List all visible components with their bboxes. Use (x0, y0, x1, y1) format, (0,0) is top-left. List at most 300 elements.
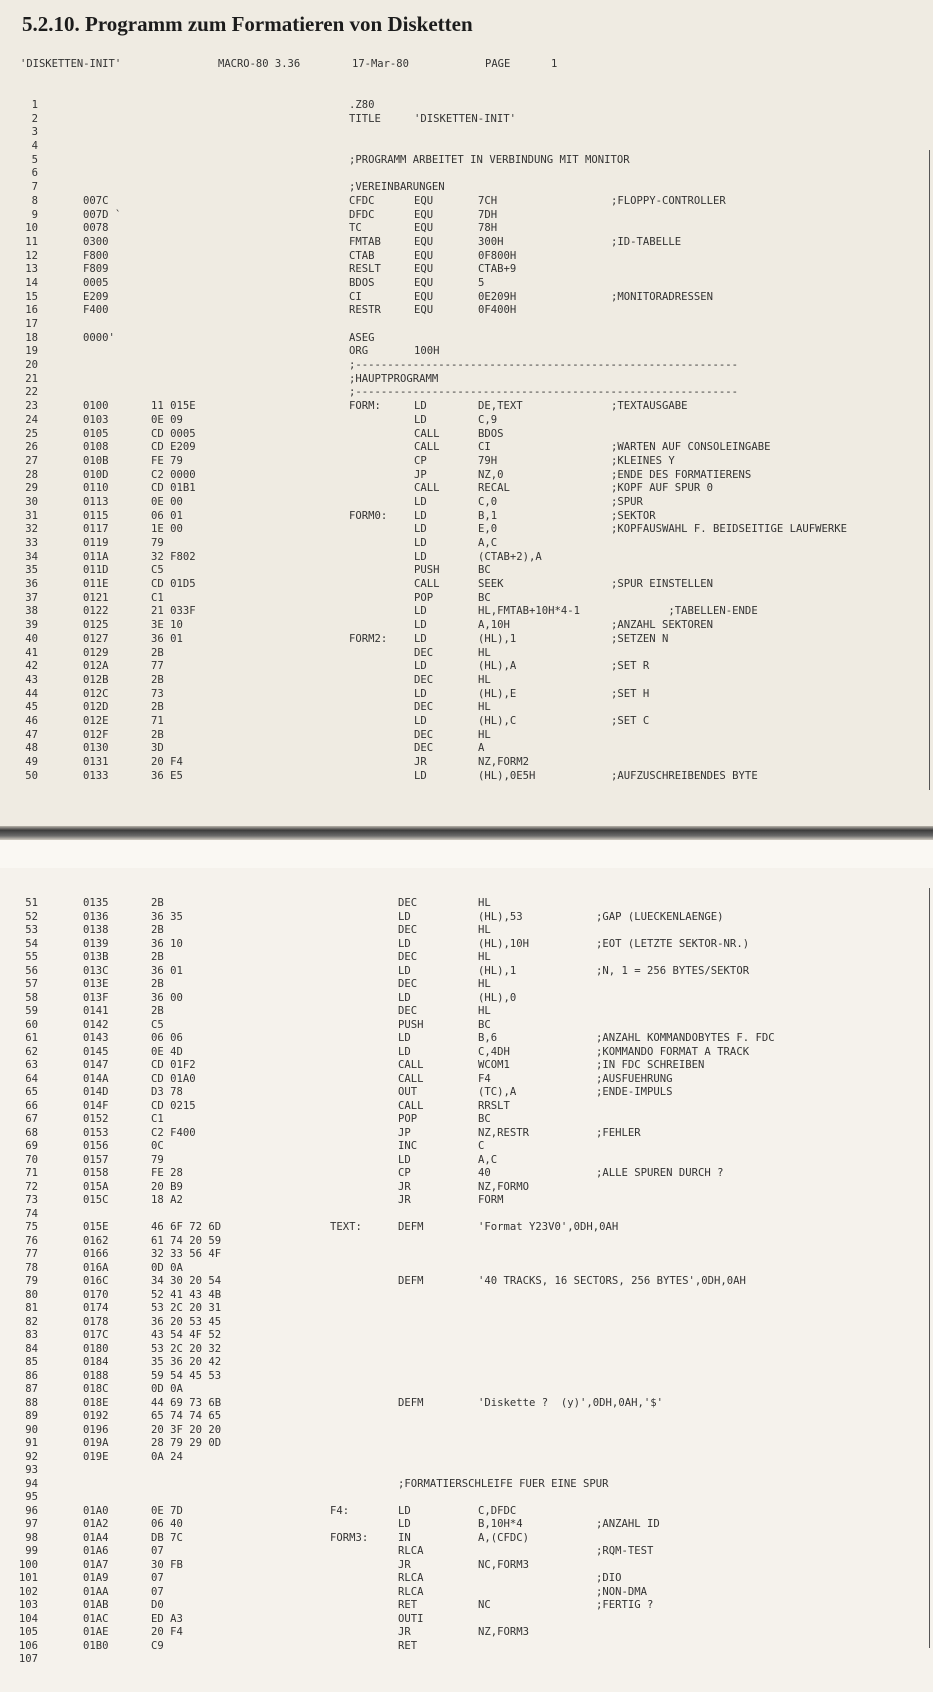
listing-line-number: 107 (18, 1653, 38, 1665)
listing-line-number: 11 (25, 235, 38, 248)
listing-operand: (HL),C (478, 714, 517, 727)
listing-address: 0130 (83, 742, 109, 755)
listing-operand: DE,TEXT (478, 400, 523, 413)
listing-line-number: 32 (25, 523, 38, 536)
listing-operand: 5 (478, 276, 485, 289)
listing-line-number: 44 (25, 687, 38, 700)
listing-object-code: DB 7C (151, 1531, 183, 1544)
listing-label: .Z80 (349, 99, 375, 111)
listing-object-code: CD 01D5 (151, 578, 196, 591)
listing-comment: ;KOMMANDO FORMAT A TRACK (596, 1045, 750, 1058)
listing-address: 0157 (83, 1153, 109, 1166)
listing-operand: HL (478, 701, 491, 714)
listing-line (0, 1275, 933, 1289)
listing-line (0, 1397, 933, 1411)
listing-opcode: EQU (414, 208, 434, 221)
listing-object-code: 73 (151, 687, 164, 700)
listing-object-code: 06 01 (151, 509, 183, 522)
listing-object-code: 32 33 56 4F (151, 1248, 222, 1260)
listing-line (0, 619, 933, 633)
listing-line (0, 455, 933, 469)
listing-line (0, 1302, 933, 1316)
listing-line-number: 90 (25, 1423, 38, 1436)
listing-label: FORM: (349, 400, 381, 413)
listing-address: 015A (83, 1180, 109, 1193)
listing-comment: ;IN FDC SCHREIBEN (596, 1059, 705, 1071)
listing-operand: (TC),A (478, 1086, 517, 1098)
listing-address: 0141 (83, 1005, 109, 1017)
listing-comment: ;KLEINES Y (611, 454, 675, 467)
listing-line (0, 1113, 933, 1127)
listing-opcode: EQU (414, 235, 434, 248)
listing-opcode: EQU (414, 263, 434, 276)
listing-object-code: 0D 0A (151, 1261, 183, 1274)
listing-label: RESTR (349, 304, 381, 317)
listing-comment: ;RQM-TEST (596, 1545, 654, 1557)
listing-operand: 'Diskette ? (y)',0DH,0AH,'$' (478, 1396, 663, 1409)
listing-object-code: 2B (151, 701, 164, 714)
listing-line-number: 23 (25, 400, 38, 413)
listing-address: 012C (83, 687, 109, 700)
listing-line-number: 38 (25, 605, 38, 618)
listing-line-number: 88 (25, 1396, 38, 1409)
listing-object-code: 77 (151, 660, 164, 673)
listing-object-code: C2 0000 (151, 468, 196, 481)
listing-opcode: RET (398, 1639, 418, 1652)
listing-comment: ;SET C (611, 714, 650, 727)
listing-address: 0147 (83, 1059, 109, 1071)
listing-line (0, 1451, 933, 1465)
listing-operand: NZ,FORM2 (478, 756, 530, 768)
listing-address: 0110 (83, 482, 109, 495)
listing-object-code: 36 20 53 45 (151, 1315, 222, 1328)
listing-line (0, 951, 933, 965)
listing-address: 0122 (83, 605, 109, 618)
listing-opcode: OUT (398, 1086, 418, 1098)
listing-line (0, 592, 933, 606)
listing-address: 012E (83, 714, 109, 727)
listing-line-number: 27 (25, 454, 38, 467)
listing-address: 007D ` (83, 208, 122, 221)
listing-label: ;------------------------------------------------------------ (349, 359, 739, 372)
listing-line-number: 61 (25, 1032, 38, 1044)
listing-line-number: 45 (25, 701, 38, 714)
listing-object-code: 07 (151, 1572, 164, 1584)
listing-operand: A,C (478, 537, 498, 549)
listing-line-number: 72 (25, 1180, 38, 1193)
listing-operand: C,0 (478, 495, 498, 508)
page-gap (0, 840, 933, 868)
listing-address: 012A (83, 660, 109, 673)
listing-opcode: DEC (398, 951, 418, 963)
listing-object-code: 36 01 (151, 964, 183, 977)
listing-line (0, 113, 933, 127)
listing-opcode: LD (398, 991, 411, 1004)
listing-address: 0138 (83, 924, 109, 936)
listing-opcode: RLCA (398, 1545, 424, 1557)
listing-comment: ;MONITORADRESSEN (611, 290, 714, 303)
listing-line-number: 67 (25, 1113, 38, 1125)
listing-object-code: 2B (151, 951, 164, 963)
listing-address: 0127 (83, 632, 109, 645)
listing-line-number: 37 (25, 591, 38, 604)
listing-object-code: FE 28 (151, 1167, 183, 1179)
listing-line (0, 1356, 933, 1370)
listing-object-code: 2B (151, 728, 164, 741)
listing-line (0, 911, 933, 925)
listing-object-code: 79 (151, 1153, 164, 1166)
listing-operand: 0F400H (478, 304, 517, 317)
listing-line (0, 742, 933, 756)
listing-line-number: 35 (25, 564, 38, 577)
listing-operand: NZ,FORM3 (478, 1626, 530, 1638)
listing-header-program-name: 'DISKETTEN-INIT' (20, 58, 122, 70)
listing-label: TITLE (349, 112, 381, 125)
listing-line (0, 1505, 933, 1519)
listing-opcode: CP (398, 1167, 411, 1179)
listing-object-code: 0E 7D (151, 1504, 183, 1517)
listing-line-number: 102 (18, 1585, 38, 1598)
listing-object-code: 35 36 20 42 (151, 1356, 222, 1368)
listing-line-number: 47 (25, 728, 38, 741)
listing-opcode: DEC (414, 742, 434, 755)
listing-object-code: ED A3 (151, 1612, 183, 1625)
listing-operand: 79H (478, 454, 498, 467)
listing-opcode: LD (414, 619, 427, 632)
listing-opcode: DEC (414, 646, 434, 659)
listing-opcode: LD (398, 964, 411, 977)
listing-line-number: 96 (25, 1504, 38, 1517)
listing-operand: (HL),A (478, 660, 517, 673)
listing-object-code: 0D 0A (151, 1383, 183, 1395)
listing-header-page-number: 1 (551, 58, 558, 70)
listing-object-code: C2 F400 (151, 1126, 196, 1139)
listing-label: DFDC (349, 208, 375, 221)
listing-line-number: 86 (25, 1369, 38, 1382)
listing-line-number: 64 (25, 1072, 38, 1085)
listing-address: 0142 (83, 1018, 109, 1031)
listing-line (0, 1586, 933, 1600)
listing-address: 01A4 (83, 1531, 109, 1544)
listing-header-assembler: MACRO-80 3.36 (218, 58, 301, 70)
listing-line (0, 1073, 933, 1087)
listing-line-number: 20 (25, 359, 38, 372)
listing-opcode: CALL (414, 441, 440, 454)
listing-line-number: 97 (25, 1518, 38, 1530)
listing-line (0, 1316, 933, 1330)
listing-operand: HL (478, 646, 491, 659)
listing-address: 0196 (83, 1423, 109, 1436)
listing-address: 012D (83, 701, 109, 714)
listing-address: 01A7 (83, 1558, 109, 1571)
listing-line-number: 63 (25, 1059, 38, 1071)
listing-opcode: DEFM (398, 1275, 424, 1287)
listing-opcode: RLCA (398, 1572, 424, 1584)
listing-line-number: 42 (25, 660, 38, 673)
listing-opcode: JR (398, 1180, 411, 1193)
listing-opcode: DEFM (398, 1396, 424, 1409)
listing-line (0, 633, 933, 647)
listing-address: F800 (83, 249, 109, 262)
listing-address: 018E (83, 1396, 109, 1409)
listing-operand: FORM (478, 1194, 504, 1206)
listing-opcode: EQU (414, 194, 434, 207)
listing-operand: HL (478, 951, 491, 963)
listing-object-code: 06 40 (151, 1518, 183, 1530)
listing-line-number: 9 (31, 208, 38, 221)
listing-line (0, 304, 933, 318)
listing-line-number: 48 (25, 742, 38, 755)
listing-address: 010B (83, 454, 109, 467)
listing-operand: BC (478, 1018, 491, 1031)
listing-opcode: RET (398, 1599, 418, 1611)
listing-comment: ;FERTIG ? (596, 1599, 654, 1611)
listing-comment: ;SPUR (611, 495, 643, 508)
listing-line-number: 103 (18, 1599, 38, 1611)
listing-comment: ;GAP (LUECKENLAENGE) (596, 910, 724, 923)
listing-line-number: 56 (25, 964, 38, 977)
listing-object-code: 52 41 43 4B (151, 1288, 222, 1301)
listing-opcode: DEC (414, 728, 434, 741)
listing-line-number: 13 (25, 263, 38, 276)
listing-line (0, 715, 933, 729)
listing-line (0, 510, 933, 524)
listing-object-code: 2B (151, 924, 164, 936)
listing-line (0, 1370, 933, 1384)
listing-line-number: 30 (25, 495, 38, 508)
listing-line-number: 60 (25, 1018, 38, 1031)
listing-operand: BC (478, 564, 491, 577)
listing-address: 011A (83, 550, 109, 563)
listing-line-number: 53 (25, 924, 38, 936)
listing-line (0, 551, 933, 565)
listing-opcode: LD (398, 1153, 411, 1166)
listing-line (0, 1059, 933, 1073)
listing-comment: ;ANZAHL ID (596, 1518, 660, 1530)
listing-line (0, 1518, 933, 1532)
listing-opcode: EQU (414, 249, 434, 262)
listing-address: 019E (83, 1450, 109, 1463)
listing-opcode: CALL (414, 482, 440, 495)
listing-object-code: 53 2C 20 32 (151, 1342, 222, 1355)
listing-comment: ;KOPF AUF SPUR 0 (611, 482, 714, 495)
listing-line (0, 756, 933, 770)
listing-line (0, 332, 933, 346)
listing-comment: ;TEXTAUSGABE (611, 400, 688, 413)
listing-operand: BC (478, 591, 491, 604)
listing-line-number: 77 (25, 1248, 38, 1260)
listing-line-number: 98 (25, 1531, 38, 1544)
listing-object-code: 0C (151, 1140, 164, 1152)
listing-line-number: 12 (25, 249, 38, 262)
listing-address: 0078 (83, 222, 109, 235)
listing-line (0, 359, 933, 373)
listing-address: 0188 (83, 1369, 109, 1382)
listing-opcode: JR (398, 1558, 411, 1571)
listing-operand: HL (478, 728, 491, 741)
listing-line (0, 154, 933, 168)
listing-address: 0180 (83, 1342, 109, 1355)
listing-object-code: 06 06 (151, 1032, 183, 1044)
listing-line-number: 18 (25, 331, 38, 344)
listing-line (0, 701, 933, 715)
listing-line-number: 7 (31, 181, 38, 194)
listing-address: 0300 (83, 235, 109, 248)
listing-opcode: RLCA (398, 1585, 424, 1598)
listing-label: ORG (349, 345, 369, 358)
listing-comment: ;DIO (596, 1572, 622, 1584)
listing-address: 01A0 (83, 1504, 109, 1517)
listing-operand: (HL),0E5H (478, 769, 536, 782)
listing-operand: CI (478, 441, 491, 454)
listing-operand: E,0 (478, 523, 498, 536)
listing-object-code: 32 F802 (151, 550, 196, 563)
listing-address: 01AE (83, 1626, 109, 1638)
listing-line-number: 51 (25, 897, 38, 909)
listing-address: 01AA (83, 1585, 109, 1598)
listing-line-number: 25 (25, 427, 38, 440)
listing-line (0, 140, 933, 154)
listing-address: 0125 (83, 619, 109, 632)
listing-comment: ;ENDE DES FORMATIERENS (611, 468, 752, 481)
listing-operand: NZ,FORMO (478, 1180, 530, 1193)
listing-line (0, 564, 933, 578)
listing-line (0, 729, 933, 743)
listing-label: CTAB (349, 249, 375, 262)
listing-address: F809 (83, 263, 109, 276)
listing-line (0, 1167, 933, 1181)
listing-line (0, 1329, 933, 1343)
listing-operand: C,4DH (478, 1045, 510, 1058)
listing-address: 013F (83, 991, 109, 1004)
listing-operand: HL (478, 897, 491, 909)
listing-opcode: LD (414, 605, 427, 618)
listing-operand: C (478, 1140, 485, 1152)
listing-line-number: 59 (25, 1005, 38, 1017)
listing-object-code: 28 79 29 0D (151, 1437, 222, 1449)
listing-line (0, 605, 933, 619)
listing-line (0, 1626, 933, 1640)
listing-opcode: CALL (414, 427, 440, 440)
listing-line (0, 1194, 933, 1208)
listing-operand: (HL),E (478, 687, 517, 700)
listing-opcode: LD (414, 632, 427, 645)
listing-opcode: JR (398, 1626, 411, 1638)
listing-opcode: LD (398, 1045, 411, 1058)
listing-address: 0121 (83, 591, 109, 604)
listing-opcode: LD (414, 769, 427, 782)
listing-opcode: PUSH (414, 564, 440, 577)
listing-comment: ;NON-DMA (596, 1585, 648, 1598)
listing-line-number: 2 (31, 112, 38, 125)
listing-object-code: 36 E5 (151, 769, 183, 782)
listing-line (0, 770, 933, 784)
listing-address: 012F (83, 728, 109, 741)
listing-line-number: 19 (25, 345, 38, 358)
listing-opcode: CP (414, 454, 427, 467)
listing-line-number: 89 (25, 1410, 38, 1422)
listing-line (0, 1640, 933, 1654)
listing-object-code: 0E 09 (151, 413, 183, 426)
listing-opcode: EQU (414, 290, 434, 303)
listing-address: 0115 (83, 509, 109, 522)
listing-line (0, 674, 933, 688)
listing-object-code: C1 (151, 1113, 164, 1125)
listing-address: 0158 (83, 1167, 109, 1179)
listing-operand: 0E209H (478, 290, 517, 303)
listing-opcode: DEC (398, 1005, 418, 1017)
listing-block-lower (0, 897, 933, 1667)
listing-object-code: 59 54 45 53 (151, 1369, 222, 1382)
listing-line-number: 57 (25, 978, 38, 990)
listing-label: CFDC (349, 194, 375, 207)
listing-line (0, 99, 933, 113)
listing-line (0, 441, 933, 455)
listing-line (0, 1221, 933, 1235)
listing-opcode: LD (414, 660, 427, 673)
listing-line (0, 1437, 933, 1451)
listing-line-number: 79 (25, 1275, 38, 1287)
listing-operand: CTAB+9 (478, 263, 517, 276)
listing-object-code: 2B (151, 978, 164, 990)
listing-address: 0170 (83, 1288, 109, 1301)
listing-address: 0005 (83, 276, 109, 289)
listing-line-number: 65 (25, 1086, 38, 1098)
listing-line (0, 1100, 933, 1114)
listing-object-code: 07 (151, 1545, 164, 1557)
listing-line-number: 93 (25, 1464, 38, 1476)
listing-line (0, 1289, 933, 1303)
listing-line (0, 195, 933, 209)
listing-address: 0153 (83, 1126, 109, 1139)
listing-operand: BC (478, 1113, 491, 1125)
listing-object-code: 2B (151, 673, 164, 686)
listing-address: 014F (83, 1099, 109, 1112)
listing-opcode: 100H (414, 345, 440, 358)
listing-line-number: 71 (25, 1167, 38, 1179)
listing-block-upper (0, 99, 933, 783)
listing-line-number: 33 (25, 537, 38, 549)
listing-address: 0166 (83, 1248, 109, 1260)
listing-operand: B,1 (478, 509, 498, 522)
listing-operand: (HL),10H (478, 937, 530, 950)
listing-object-code: 46 6F 72 6D (151, 1221, 222, 1233)
listing-line-number: 39 (25, 619, 38, 632)
listing-line (0, 1005, 933, 1019)
listing-operand: 'Format Y23V0',0DH,0AH (478, 1221, 619, 1233)
listing-object-code: 36 00 (151, 991, 183, 1004)
listing-object-code: C9 (151, 1639, 164, 1652)
listing-object-code: 0A 24 (151, 1450, 183, 1463)
listing-opcode: LD (398, 910, 411, 923)
listing-comment: ;ID-TABELLE (611, 235, 682, 248)
listing-object-code: 30 FB (151, 1558, 183, 1571)
listing-opcode: LD (414, 550, 427, 563)
listing-opcode: EQU (414, 276, 434, 289)
listing-address: 0100 (83, 400, 109, 413)
listing-opcode: CALL (398, 1099, 424, 1112)
listing-line-number: 76 (25, 1234, 38, 1247)
listing-line-number: 54 (25, 937, 38, 950)
listing-comment: ;SET H (611, 687, 650, 700)
listing-opcode: LD (414, 413, 427, 426)
listing-operand: NZ,0 (478, 468, 504, 481)
listing-address: E209 (83, 290, 109, 303)
page-margin-rule (929, 150, 930, 790)
listing-address: 0108 (83, 441, 109, 454)
listing-opcode: LD (414, 495, 427, 508)
listing-line (0, 1127, 933, 1141)
